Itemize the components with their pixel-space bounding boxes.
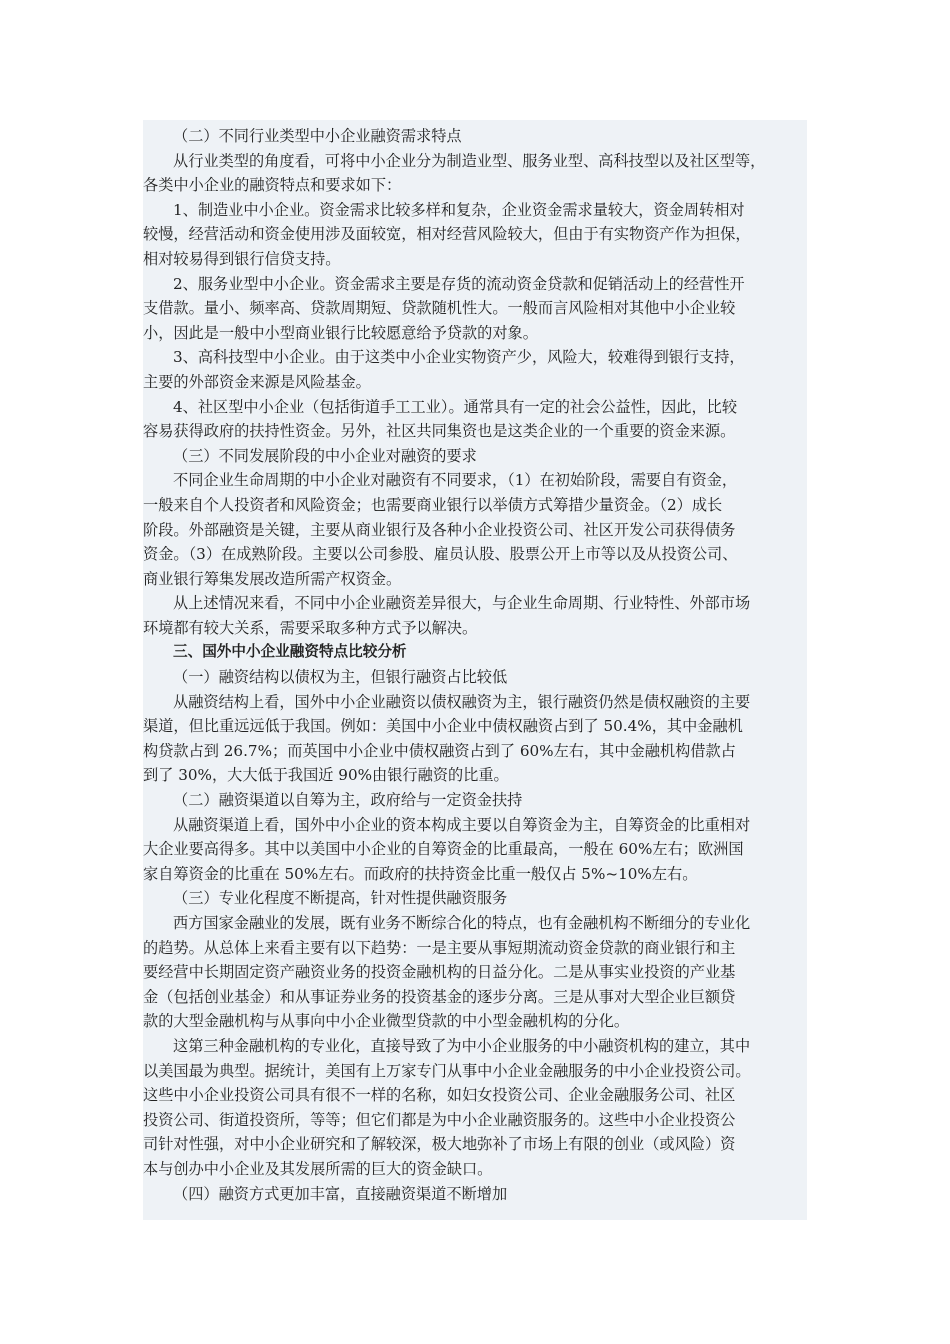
text-line: 这些中小企业投资公司具有很不一样的名称，如妇女投资公司、企业金融服务公司、社区 xyxy=(143,1086,736,1105)
text-line: 大企业要高得多。其中以美国中小企业的自筹资金的比重最高，一般在 60%左右；欧洲国 xyxy=(143,840,744,859)
text-line: 以美国最为典型。据统计，美国有上万家专门从事中小企业金融服务的中小企业投资公司。 xyxy=(143,1061,751,1080)
text-line: （四）融资方式更加丰富，直接融资渠道不断增加 xyxy=(173,1184,508,1203)
text-line: 4、社区型中小企业（包括街道手工工业）。通常具有一定的社会公益性，因此，比较 xyxy=(173,397,738,416)
text-line: 资金。（3）在成熟阶段。主要以公司参股、雇员认股、股票公开上市等以及从投资公司、 xyxy=(143,545,738,564)
text-line: 从融资渠道上看，国外中小企业的资本构成主要以自筹资金为主，自筹资金的比重相对 xyxy=(173,815,751,834)
text-line: 阶段。外部融资是关键，主要从商业银行及各种小企业投资公司、社区开发公司获得债务 xyxy=(143,520,736,539)
document-page xyxy=(143,120,807,1220)
text-line: 3、高科技型中小企业。由于这类中小企业实物资产少，风险大，较难得到银行支持， xyxy=(173,348,745,367)
text-line: 一般来自个人投资者和风险资金；也需要商业银行以举债方式筹措少量资金。（2）成长 xyxy=(143,495,723,514)
text-line: （二）不同行业类型中小企业融资需求特点 xyxy=(173,127,462,145)
text-line: 相对较易得到银行信贷支持。 xyxy=(143,249,341,268)
text-line: （二）融资渠道以自筹为主，政府给与一定资金扶持 xyxy=(173,791,523,810)
text-line: 家自筹资金的比重在 50%左右。而政府的扶持资金比重一般仅占 5%~10%左右。 xyxy=(143,864,698,883)
text-line: 到了 30%，大大低于我国近 90%由银行融资的比重。 xyxy=(143,766,509,785)
text-line: （一）融资结构以债权为主，但银行融资占比较低 xyxy=(173,668,508,687)
text-line: 从融资结构上看，国外中小企业融资以债权融资为主，银行融资仍然是债权融资的主要 xyxy=(173,692,751,711)
text-line: 主要的外部资金来源是风险基金。 xyxy=(143,372,371,391)
text-line: 司针对性强，对中小企业研究和了解较深，极大地弥补了市场上有限的创业（或风险）资 xyxy=(143,1135,736,1154)
text-line: 构贷款占到 26.7%；而英国中小企业中债权融资占到了 60%左右，其中金融机构借款占 xyxy=(143,741,736,760)
text-line: 较慢，经营活动和资金使用涉及面较宽，相对经营风险较大，但由于有实物资产作为担保， xyxy=(143,225,751,244)
text-line: 各类中小企业的融资特点和要求如下： xyxy=(143,176,402,195)
text-line: 不同企业生命周期的中小企业对融资有不同要求，（1）在初始阶段，需要自有资金， xyxy=(173,471,738,490)
text-line: 支借款。量小、频率高、贷款周期短、贷款随机性大。一般而言风险相对其他中小企业较 xyxy=(143,299,736,318)
text-line: 这第三种金融机构的专业化，直接导致了为中小企业服务的中小融资机构的建立，其中 xyxy=(173,1036,751,1055)
text-line: 款的大型金融机构与从事向中小企业微型贷款的中小型金融机构的分化。 xyxy=(143,1012,629,1031)
text-line: 商业银行筹集发展改造所需产权资金。 xyxy=(143,569,402,588)
text-line: 金（包括创业基金）和从事证券业务的投资基金的逐步分离。三是从事对大型企业巨额贷 xyxy=(143,987,736,1006)
text-line: 容易获得政府的扶持性资金。另外，社区共同集资也是这类企业的一个重要的资金来源。 xyxy=(143,422,736,441)
document-body xyxy=(143,124,807,1206)
text-line: 1、制造业中小企业。资金需求比较多样和复杂，企业资金需求量较大，资金周转相对 xyxy=(173,200,745,219)
text-line: 投资公司、街道投资所，等等；但它们都是为中小企业融资服务的。这些中小企业投资公 xyxy=(143,1110,736,1129)
text-line: 的趋势。从总体上来看主要有以下趋势：一是主要从事短期流动资金贷款的商业银行和主 xyxy=(143,938,736,957)
text-line: 要经营中长期固定资产融资业务的投资金融机构的日益分化。二是从事实业投资的产业基 xyxy=(143,963,736,982)
text-line: 从行业类型的角度看，可将中小企业分为制造业型、服务业型、高科技型以及社区型等， xyxy=(173,151,766,170)
text-line: 本与创办中小企业及其发展所需的巨大的资金缺口。 xyxy=(143,1159,493,1178)
text-line: 从上述情况来看，不同中小企业融资差异很大，与企业生命周期、行业特性、外部市场 xyxy=(173,594,751,613)
text-line: 小，因此是一般中小型商业银行比较愿意给予贷款的对象。 xyxy=(143,323,538,342)
text-line: （三）专业化程度不断提高，针对性提供融资服务 xyxy=(173,889,508,908)
text-line: 西方国家金融业的发展，既有业务不断综合化的特点，也有金融机构不断细分的专业化 xyxy=(173,914,751,932)
text-line: （三）不同发展阶段的中小企业对融资的要求 xyxy=(173,446,477,465)
text-line: 环境都有较大关系，需要采取多种方式予以解决。 xyxy=(143,618,478,637)
text-line: 渠道，但比重远远低于我国。例如：美国中小企业中债权融资占到了 50.4%，其中金融机 xyxy=(143,717,743,736)
text-line: 2、服务业型中小企业。资金需求主要是存货的流动资金贷款和促销活动上的经营性开 xyxy=(173,274,745,293)
section-heading: 三、国外中小企业融资特点比较分析 xyxy=(173,643,407,661)
